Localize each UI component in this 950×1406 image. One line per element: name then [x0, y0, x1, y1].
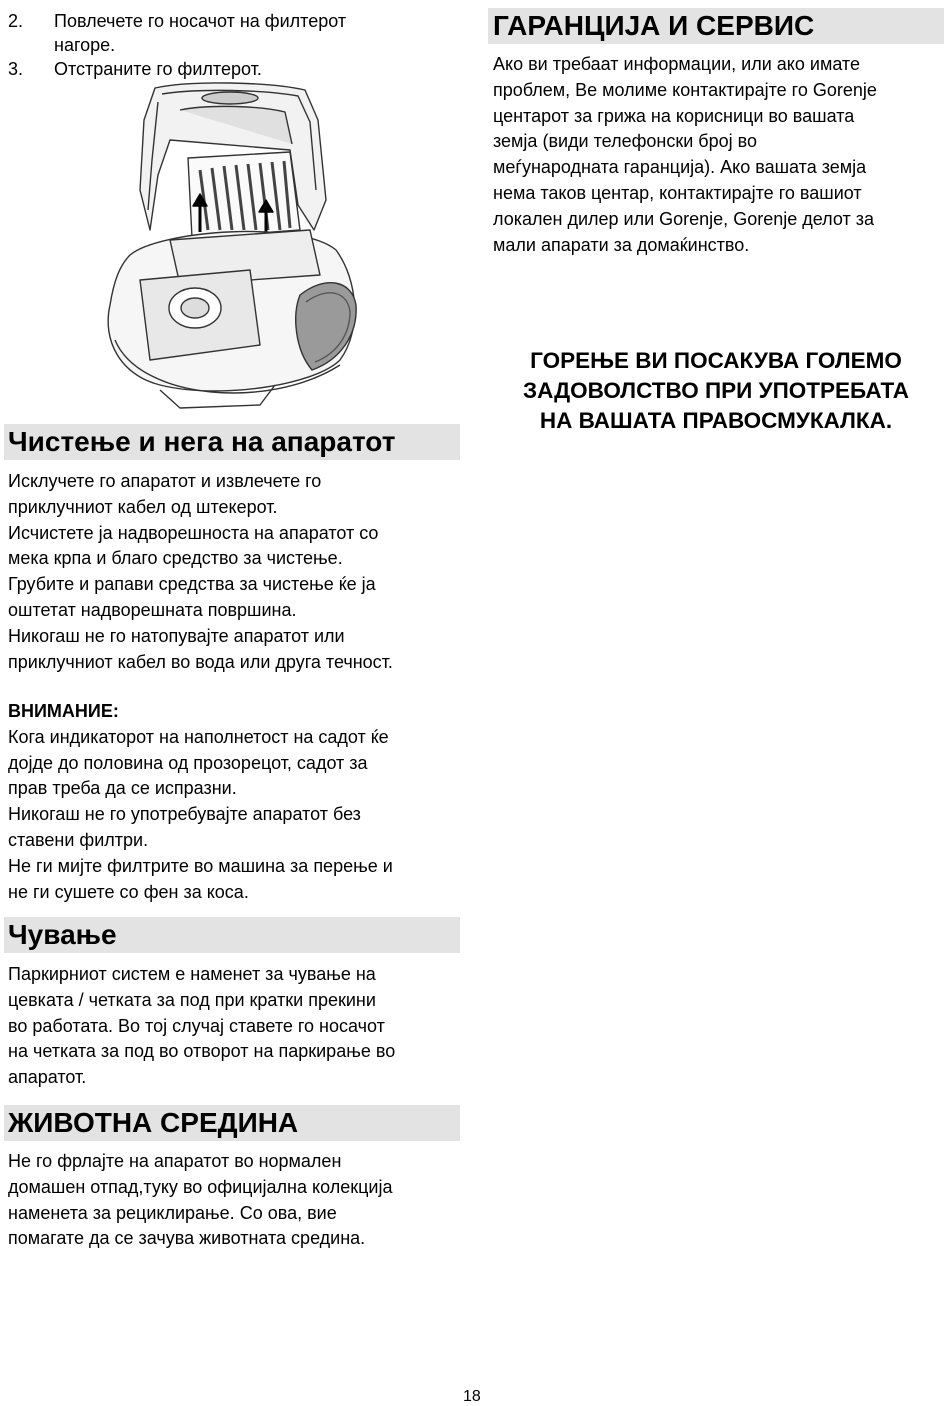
closing-message [488, 346, 944, 436]
text-line: ГОРЕЊЕ ВИ ПОСАКУВА ГОЛЕМО [530, 348, 902, 373]
text-line: Грубите и рапави средства за чистење ќе ја [8, 574, 376, 595]
text-line: Не ги мијте филтрите во машина за перење и [8, 855, 393, 876]
text-line: апаратот. [8, 1067, 87, 1088]
text-line: Никогаш не го натопувајте апаратот или [8, 625, 345, 646]
step-item [8, 9, 448, 57]
text-line: мали апарати за домаќинство. [493, 234, 750, 255]
text-line: наменета за рециклирање. Со ова, вие [8, 1202, 337, 1223]
text-line: дојде до половина од прозорецот, садот за [8, 752, 368, 773]
section-heading-storage: Чување [4, 917, 460, 953]
section-heading-cleaning: Чистење и нега на апаратот [4, 424, 460, 460]
text-line: оштетат надворешната површина. [8, 599, 297, 620]
text-line: локален дилер или Gorenje, Gorenje делот за [493, 208, 874, 229]
text-line: помагате да се зачува животната средина. [8, 1228, 366, 1249]
storage-paragraph [8, 962, 458, 1091]
warranty-paragraph [493, 52, 943, 258]
text-line: меѓународната гаранција). Ако вашата земја [493, 157, 867, 178]
text-line: Не го фрлајте на апаратот во нормален [8, 1151, 342, 1171]
text-line: проблем, Ве молиме контактирајте го Gorenje [493, 79, 877, 100]
step-text: нагоре. [54, 35, 116, 55]
text-line: приклучниот кабел во вода или друга течност. [8, 651, 393, 672]
text-line: НА ВАШАТА ПРАВОСМУКАЛКА. [539, 408, 893, 433]
warning-label: ВНИМАНИЕ: [8, 701, 119, 721]
text-line: Паркирниот систем е наменет за чување на [8, 964, 376, 984]
environment-paragraph [8, 1149, 458, 1252]
text-line: приклучниот кабел од штекерот. [8, 496, 278, 517]
text-line: на четката за под во отворот на паркирање во [8, 1041, 396, 1062]
step-item [8, 57, 448, 81]
steps-list [8, 9, 448, 81]
text-line: цевката / четката за под при кратки прекини [8, 989, 376, 1010]
step-text: Повлечете го носачот на филтерот [54, 11, 347, 31]
text-line: нема таков центар, контактирајте го вашиот [493, 182, 862, 203]
text-line: мека крпа и благо средство за чистење. [8, 548, 343, 569]
text-line: Исчистете ја надворешноста на апаратот со [8, 522, 379, 543]
text-line: Ако ви требаат информации, или ако имате [493, 54, 860, 74]
text-line: во работата. Во тој случај ставете го носачот [8, 1015, 385, 1036]
step-number: 2. [8, 11, 24, 31]
warning-paragraph [8, 699, 458, 905]
text-line: ставени филтри. [8, 829, 149, 850]
cleaning-paragraph [8, 469, 458, 675]
text-line: Исклучете го апаратот и извлечете го [8, 471, 322, 491]
text-line: прав треба да се испразни. [8, 778, 237, 799]
step-text: Отстраните го филтерот. [54, 59, 262, 79]
text-line: не ги сушете со фен за коса. [8, 881, 249, 902]
text-line: Кога индикаторот на наполнетост на садот ќе [8, 726, 389, 747]
text-line: земја (види телефонски број во [493, 131, 757, 152]
step-number: 3. [8, 59, 24, 79]
text-line: домашен отпад,туку во официјална колекција [8, 1176, 393, 1197]
vacuum-cleaner-filter-removal-illustration [100, 80, 362, 412]
text-line: центарот за грижа на корисници во вашата [493, 105, 855, 126]
text-line: ЗАДОВОЛСТВО ПРИ УПОТРЕБАТА [522, 378, 910, 403]
page-number: 18 [463, 1388, 481, 1405]
section-heading-warranty: ГАРАНЦИЈА И СЕРВИС [488, 8, 944, 44]
text-line: Никогаш не го употребувајте апаратот без [8, 804, 361, 825]
section-heading-environment: ЖИВОТНА СРЕДИНА [4, 1105, 460, 1141]
